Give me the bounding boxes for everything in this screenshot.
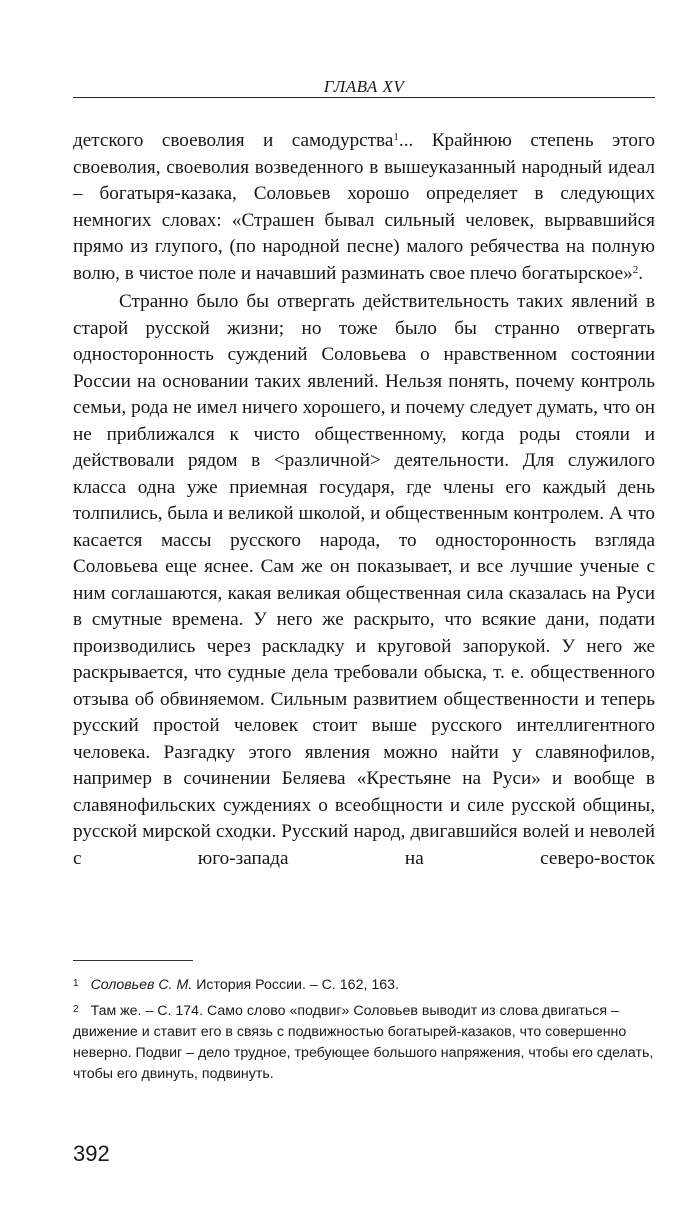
footnote-number: 1 xyxy=(73,978,79,989)
footnote-1 xyxy=(73,973,655,996)
footnote-2 xyxy=(73,999,655,1085)
header-rule xyxy=(73,97,655,98)
footnotes xyxy=(73,973,655,1088)
paragraph-1-text-b: ... Крайнюю степень этого своеволия, своеволия возведенного в вышеуказанный народный идеал – богатыря-казака, Соловьев хорошо определяет в следующих немногих словах: «Страшен бывал сильный человек, вырвавшийся прямо из глупого, (по народной песне) малого ребячества на полную волю, в чистое поле и начавший разминать свое плечо богатырское» xyxy=(73,130,655,284)
footnote-text: История России. – С. 162, 163. xyxy=(192,977,399,993)
footnote-number: 2 xyxy=(73,1004,79,1015)
page-number: 392 xyxy=(73,1141,110,1166)
paragraph-1-text-a: детского своеволия и самодурства xyxy=(73,130,394,151)
running-header: ГЛАВА XV xyxy=(323,77,405,96)
footnote-rule xyxy=(73,960,193,961)
footnote-ref-2: 2 xyxy=(632,263,639,276)
footnote-text: Там же. – С. 174. Само слово «подвиг» Соловьев выводит из слова двигаться – движение и ставит его в связь с подвижностью богатырей-казаков, что совершенно неверно. Подвиг – дело трудное, требующее большого напряжения, чтобы его сделать, чтобы его двинуть, подвинуть. xyxy=(73,1003,654,1082)
footnote-author: Соловьев С. М. xyxy=(90,977,193,993)
paragraph-1-text-c: . xyxy=(638,262,644,284)
main-text xyxy=(73,128,655,872)
paragraph-2: Странно было бы отвергать действительность таких явлений в старой русской жизни; но тоже было бы странно отвергать односторонность суждений Соловьева о нравственном состоянии России на основании таких явлений. Нельзя понять, почему контроль семьи, рода не имел ничего хорошего, и почему следует думать, что он не приближался к чисто общественному, когда роды стояли и действовали рядом в <различной> деятельности. Для служилого класса одна уже приемная государя, где члены его каждый день толпились, была и великой школой, и общественным контролем. А что касается массы русского народа, то односторонность взгляда Соловьева еще яснее. Сам же он показывает, и все лучшие ученые с ним соглашаются, какая великая общественная сила сказалась на Руси в смутные времена. У него же раскрыто, что всякие дани, подати производились через раскладку и круговой запорукой. У него же раскрывается, что судные дела требовали обыска, т. е. общественного отзыва об обвиняемом. Сильным развитием общественности и теперь русский простой человек стоит выше русского интеллигентного человека. Разгадку этого явления можно найти у славянофилов, например в сочинении Беляева «Крестьяне на Руси» и вообще в славянофильских суждениях о всеобщности и силе русской общины, русской мирской сходки. Русский народ, двигавшийся волей и неволей с юго-запада на северо-восток xyxy=(73,291,655,869)
paragraph-1 xyxy=(73,128,655,287)
footnote-ref-1: 1 xyxy=(393,131,399,143)
